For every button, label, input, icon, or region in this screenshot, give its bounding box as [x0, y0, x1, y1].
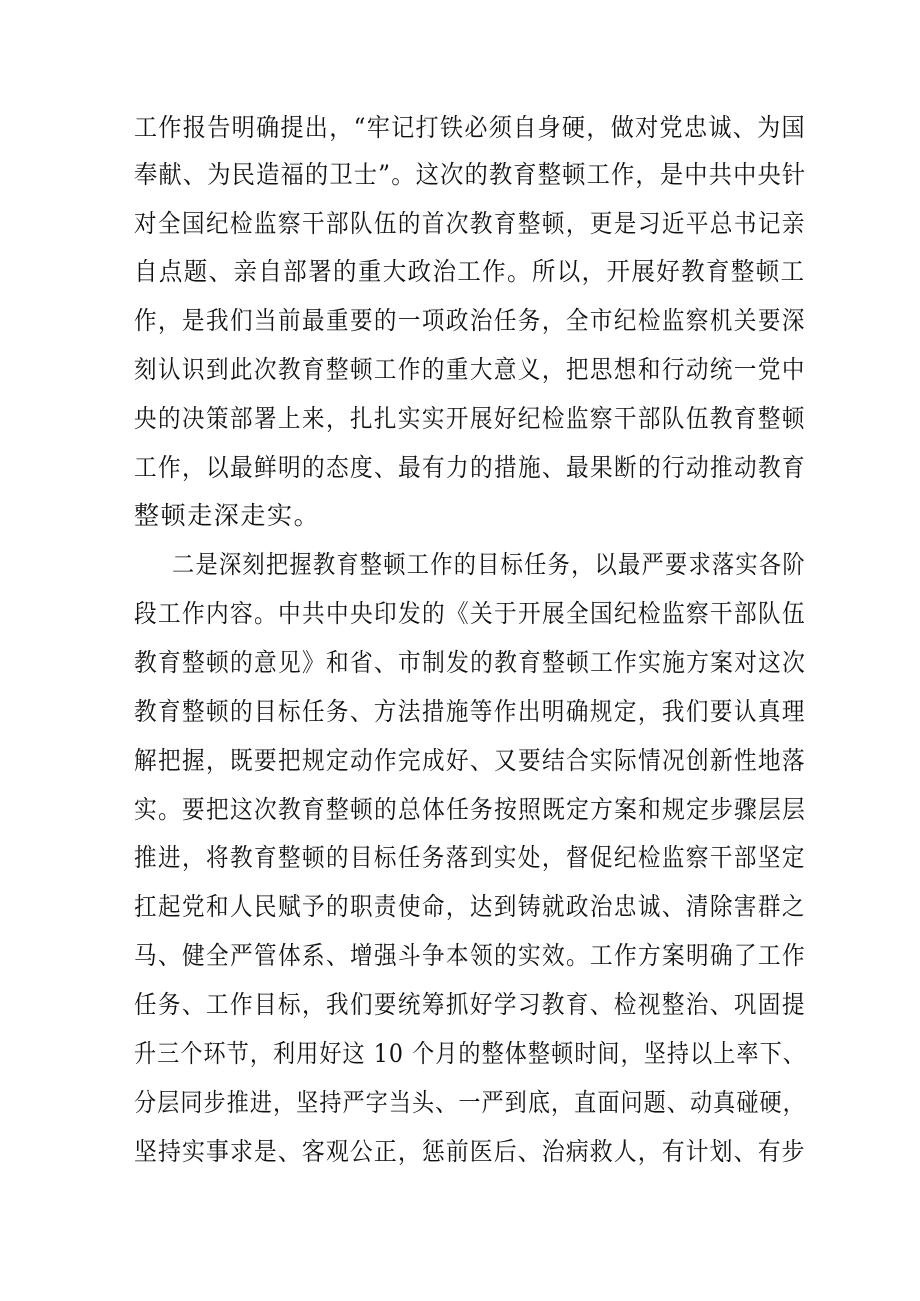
text-line: 教育整顿的意见》和省、市制发的教育整顿工作实施方案对这次 [134, 648, 807, 677]
text-line: 升三个环节，利用好这 10 个月的整体整顿时间，坚持以上率下、 [134, 1039, 806, 1068]
paragraph-first-line: 二是深刻把握教育整顿工作的目标任务，以最严要求落实各阶 [172, 550, 806, 579]
text-line: 整顿走深走实。 [134, 501, 321, 530]
text-line: 实。要把这次教育整顿的总体任务按照既定方案和规定步骤层层 [134, 795, 807, 824]
text-line: 任务、工作目标，我们要统筹抓好学习教育、检视整治、巩固提 [134, 990, 806, 1019]
text-line: 奉献、为民造福的卫士”。这次的教育整顿工作，是中共中央针 [134, 160, 807, 189]
text-line: 作，是我们当前最重要的一项政治任务，全市纪检监察机关要深 [134, 306, 806, 335]
text-line: 对全国纪检监察干部队伍的首次教育整顿，更是习近平总书记亲 [134, 209, 806, 238]
text-line: 推进，将教育整顿的目标任务落到实处，督促纪检监察干部坚定 [134, 843, 806, 872]
text-line: 坚持实事求是、客观公正，惩前医后、治病救人，有计划、有步 [134, 1137, 806, 1166]
text-line: 工作，以最鲜明的态度、最有力的措施、最果断的行动推动教育 [134, 453, 807, 482]
text-line: 央的决策部署上来，扎扎实实开展好纪检监察干部队伍教育整顿 [134, 404, 806, 433]
text-line: 解把握，既要把规定动作完成好、又要结合实际情况创新性地落 [134, 746, 807, 775]
text-line: 自点题、亲自部署的重大政治工作。所以，开展好教育整顿工 [134, 257, 806, 286]
text-line: 教育整顿的目标任务、方法措施等作出明确规定，我们要认真理 [134, 697, 806, 726]
text-line: 分层同步推进，坚持严字当头、一严到底，直面问题、动真碰硬， [134, 1088, 806, 1117]
text-line: 段工作内容。中共中央印发的《关于开展全国纪检监察干部队伍 [134, 599, 807, 628]
text-line: 扛起党和人民赋予的职责使命，达到铸就政治忠诚、清除害群之 [134, 892, 806, 921]
text-line: 工作报告明确提出，“牢记打铁必须自身硬，做对党忠诚、为国 [134, 113, 806, 142]
text-line: 刻认识到此次教育整顿工作的重大意义，把思想和行动统一党中 [134, 355, 806, 384]
text-line: 马、健全严管体系、增强斗争本领的实效。工作方案明确了工作 [134, 941, 807, 970]
